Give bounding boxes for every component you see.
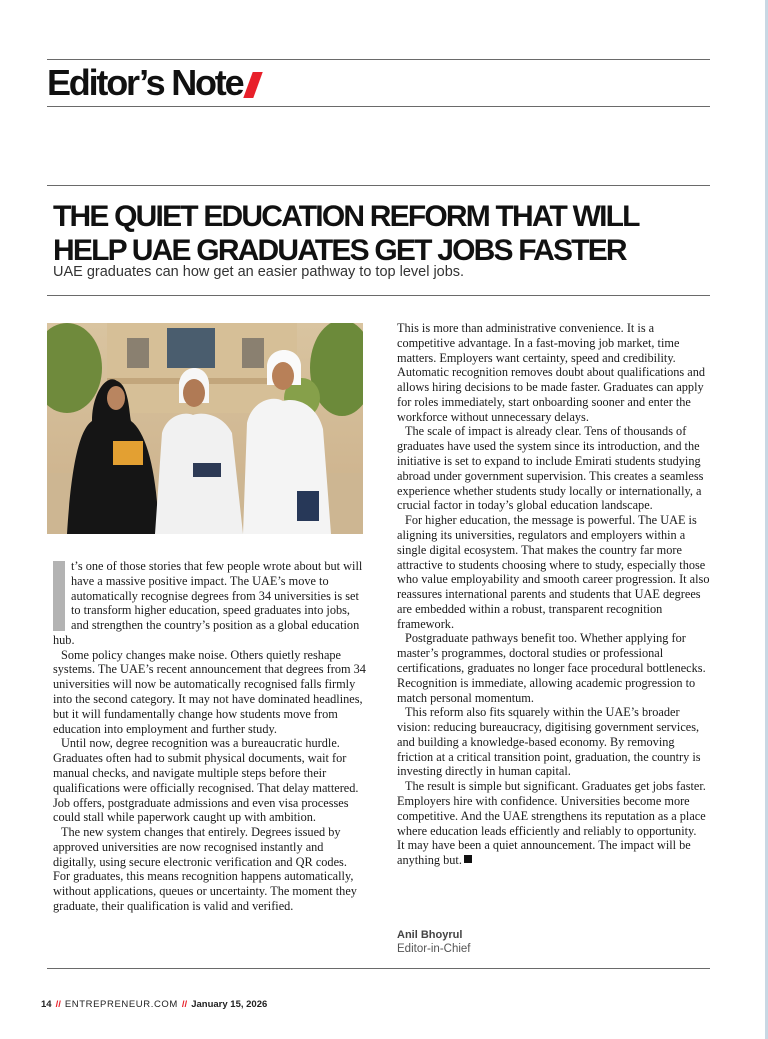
paragraph: Some policy changes make noise. Others quietly reshape systems. The UAE’s recent announcement that degrees from 34 universities will now be automatically recognised falls firmly into the second category. It may not have dominated headlines, but it will fundamentally change how students move from education into employment and further study. (53, 647, 366, 736)
headline (53, 200, 713, 268)
article-column-right (397, 321, 711, 868)
footer-slash-icon: // (55, 999, 61, 1010)
drop-cap-bar (53, 561, 65, 631)
section-header (47, 60, 258, 106)
paragraph: t’s one of those stories that few people wrote about but will have a massive positive impact. The UAE’s move to automatically recognise degrees from 34 universities is set to transform higher education, speed graduates into jobs, and strengthen the country’s position as a global education hub. (53, 559, 363, 647)
headline-top-rule (47, 185, 710, 186)
paragraph: The result is simple but significant. Graduates get jobs faster. Employers hire with confidence. Universities become more competitive. And the UAE strengthens its reputation as a place where education leads efficiently and reliably to opportunity. (397, 779, 706, 838)
section-rule (47, 106, 710, 107)
paragraph: This reform also fits squarely within the UAE’s broader vision: reducing bureaucracy, digitising government services, and building a knowledge-based economy. By removing friction at a critical transition point, graduation, the country is investing directly in human capital. (397, 705, 701, 779)
paragraph: The scale of impact is already clear. Tens of thousands of graduates have used the system since its introduction, and the initiative is set to expand to include Emirati students studying abroad under government supervision. This creates a seamless experience whether students study locally or internationally, a crucial factor in today’s global education landscape. (397, 424, 704, 513)
author-title: Editor-in-Chief (397, 943, 471, 955)
page-number: 14 (41, 999, 52, 1010)
graduates-photo (47, 323, 363, 534)
paragraph: This is more than administrative convenience. It is a competitive advantage. In a fast-moving job market, time matters. Employers want certainty, speed and credibility. Automatic recognition removes doubt about qualifications and allows hiring decisions to be made faster. Graduates can apply for roles immediately, start onboarding sooner and enter the workforce without unnecessary delays. (397, 321, 706, 424)
deck-subtitle: UAE graduates can how get an easier pathway to top level jobs. (53, 264, 465, 280)
paragraph: Postgraduate pathways benefit too. Whether applying for master’s programmes, doctoral studies or professional certifications, graduates no longer face procedural bottlenecks. Recognition is immediate, allowing academic progression to match personal momentum. (397, 631, 706, 705)
paragraph: For higher education, the message is powerful. The UAE is aligning its universities, regulators and employers within a single digital ecosystem. That makes the country far more attractive to students choosing where to study, especially those who value employability and smooth career progression. It also reassures international parents and students that UAE degrees are embedded within a robust, transparent recognition framework. (397, 513, 710, 631)
end-mark-icon (464, 855, 472, 863)
headline-line-1: THE QUIET EDUCATION REFORM THAT WILL (53, 200, 639, 233)
paragraph: The new system changes that entirely. Degrees issued by approved universities are now recognised instantly and digitally, using secure electronic verification and QR codes. For graduates, this means recognition happens automatically, without applications, queues or uncertainty. The moment they graduate, their qualification is valid and verified. (53, 825, 357, 913)
bottom-rule (47, 968, 710, 969)
headline-line-2: HELP UAE GRADUATES GET JOBS FASTER (53, 234, 626, 267)
red-slash-icon (244, 72, 263, 98)
final-paragraph-text: It may have been a quiet announcement. The impact will be anything but. (397, 838, 691, 868)
footer-slash-icon: // (181, 999, 188, 1010)
paragraph-final (397, 838, 711, 868)
paragraph: Until now, degree recognition was a bureaucratic hurdle. Graduates often had to submit physical documents, wait for manual checks, and navigate multiple steps before their qualifications were officially recognised. That delay mattered. Job offers, postgraduate admissions and even visa processes could stall while paperwork caught up with ambition. (53, 736, 359, 825)
article-column-left (53, 559, 366, 914)
footer-date: January 15, 2026 (191, 999, 268, 1010)
footer-site: ENTREPRENEUR.COM (64, 999, 178, 1010)
section-title: Editor’s Note (47, 62, 243, 103)
author-name: Anil Bhoyrul (397, 929, 463, 941)
page-footer (41, 999, 267, 1010)
author-signature (397, 929, 471, 955)
deck-rule (47, 295, 710, 296)
